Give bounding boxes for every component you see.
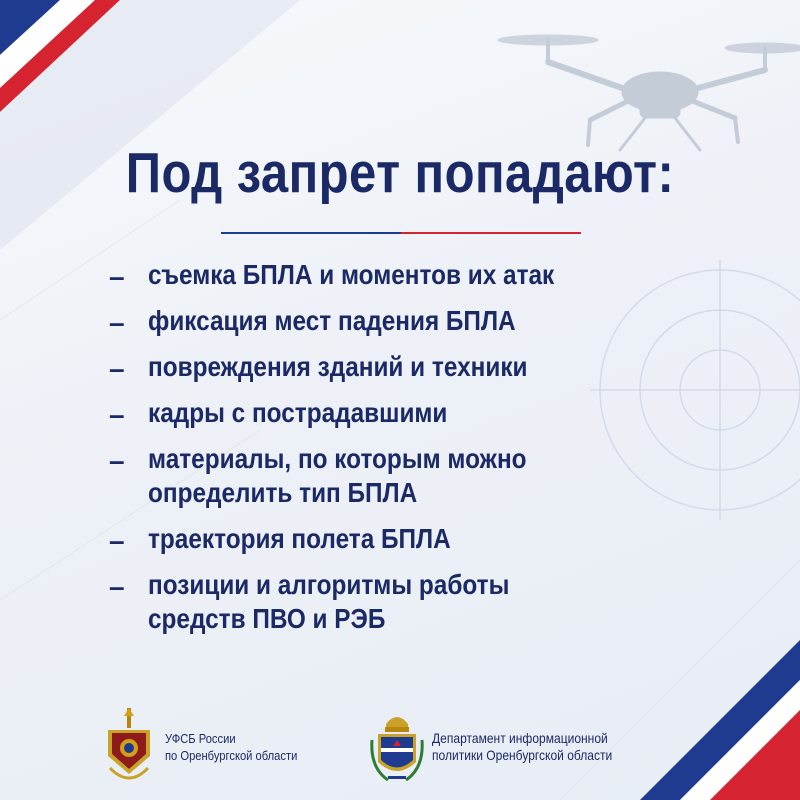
list-item bbox=[109, 442, 768, 510]
page-title: Под запрет попадают: bbox=[125, 141, 675, 205]
list-item bbox=[109, 522, 768, 556]
list-item bbox=[109, 568, 768, 636]
list-dash: – bbox=[109, 353, 125, 384]
list-item bbox=[109, 350, 768, 384]
list-item-text: кадры с пострадавшими bbox=[148, 397, 448, 428]
footer bbox=[0, 700, 800, 800]
org-fsb bbox=[165, 730, 297, 764]
prohibited-list bbox=[109, 258, 768, 648]
list-item bbox=[109, 304, 768, 338]
list-item bbox=[109, 258, 768, 292]
title-underline bbox=[221, 232, 581, 234]
org-department bbox=[432, 730, 612, 764]
org-department-line2: политики Оренбургской области bbox=[432, 747, 613, 763]
list-dash: – bbox=[109, 399, 125, 430]
list-item-text: материалы, по которым можно определить тип БПЛА bbox=[148, 443, 527, 508]
list-dash: – bbox=[109, 307, 125, 338]
fsb-emblem-icon bbox=[100, 708, 158, 788]
list-dash: – bbox=[109, 445, 125, 476]
list-item bbox=[109, 396, 768, 430]
drone-icon bbox=[498, 35, 800, 150]
org-department-line1: Департамент информационной bbox=[432, 730, 608, 746]
list-item-text: фиксация мест падения БПЛА bbox=[148, 305, 516, 336]
list-item-text: повреждения зданий и техники bbox=[148, 351, 528, 382]
list-item-text: съемка БПЛА и моментов их атак bbox=[148, 259, 555, 290]
list-item-text: позиции и алгоритмы работы средств ПВО и РЭБ bbox=[148, 569, 510, 634]
list-dash: – bbox=[109, 525, 125, 556]
list-dash: – bbox=[109, 261, 125, 292]
org-fsb-line1: УФСБ России bbox=[165, 731, 236, 746]
list-item-text: траектория полета БПЛА bbox=[148, 523, 451, 554]
list-dash: – bbox=[109, 571, 125, 602]
org-fsb-line2: по Оренбургской области bbox=[165, 748, 298, 763]
orenburg-coat-of-arms-icon bbox=[368, 710, 426, 790]
